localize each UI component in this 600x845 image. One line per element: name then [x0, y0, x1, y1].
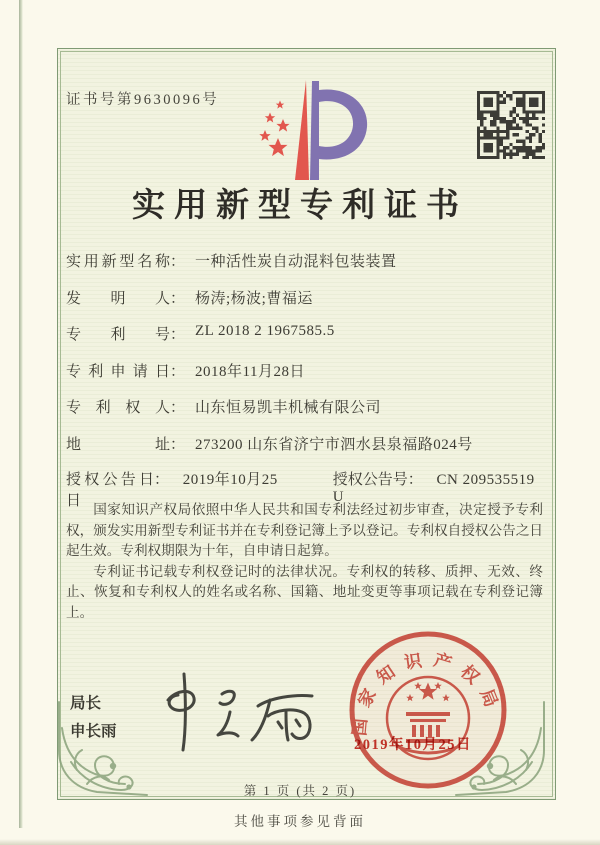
field-label: 地址: [66, 436, 170, 453]
field-row-patent-no: [66, 323, 544, 360]
field-label: 发明人: [66, 290, 170, 307]
field-row-inventors: [66, 287, 544, 324]
colon: ：: [170, 327, 186, 343]
colon: ：: [170, 363, 186, 380]
colon: ：: [407, 472, 423, 488]
field-row-address: [66, 433, 544, 470]
colon: ：: [170, 290, 186, 307]
grant-no-value: CN 209535519 U: [332, 472, 535, 505]
field-value: 杨涛;杨波;曹福运: [195, 290, 313, 307]
field-row-name: [66, 250, 544, 287]
back-note: 其他事项参见背面: [234, 814, 366, 829]
field-label: 授权公告号: [332, 472, 408, 488]
field-label: 实用新型名称: [66, 254, 170, 270]
seal-date: 2019年10月25日: [354, 737, 472, 753]
field-label: 授权公告日: [66, 472, 154, 488]
legal-paragraph-1: 国家知识产权局依照中华人民共和国专利法经过初步审查，决定授予专利权，颁发实用新型专利证书并在专利登记簿上予以登记。专利权自授权公告之日起生效。专利权期限为十年，自申请日起算。: [66, 502, 543, 559]
field-label: 专利号: [66, 327, 170, 343]
colon: ：: [170, 400, 186, 416]
page-number: 第 1 页 (共 2 页): [243, 784, 357, 798]
field-value: 273200 山东省济宁市泗水县泉福路024号: [195, 436, 473, 453]
field-label: 专利权人: [66, 400, 170, 416]
cnipa-patent-logo-icon: [250, 78, 374, 186]
director-name: 申长雨: [70, 723, 117, 740]
field-value: 2018年11月28日: [195, 363, 305, 380]
field-row-filing-date: [66, 360, 544, 397]
field-value: 一种活性炭自动混料包装装置: [195, 254, 397, 270]
field-list: [66, 250, 544, 469]
colon: ：: [170, 436, 186, 453]
scan-edge-shadow: [19, 0, 23, 828]
scan-bottom-shadow: [0, 839, 600, 845]
grant-date-value: 2019年10月25日: [66, 472, 278, 509]
certificate-number: 证书号第9630096号: [66, 92, 220, 108]
field-row-patentee: [66, 396, 544, 433]
field-label: 专利申请日: [66, 363, 170, 380]
legal-text: [66, 500, 543, 624]
qr-code-icon: [477, 91, 545, 159]
colon: ：: [170, 254, 186, 270]
official-seal-icon: [344, 626, 512, 794]
seal-ring-text: 国家知识产权局: [349, 648, 506, 737]
director-block: [70, 690, 117, 746]
certificate-title: 实用新型专利证书: [132, 188, 468, 224]
colon: ：: [154, 472, 170, 488]
director-signature-icon: [146, 660, 341, 758]
field-value: ZL 2018 2 1967585.5: [195, 323, 335, 339]
legal-paragraph-2: 专利证书记载专利权登记时的法律状况。专利权的转移、质押、无效、终止、恢复和专利权人的姓名或名称、国籍、地址变更等事项记载在专利登记簿上。: [66, 563, 543, 620]
director-title: 局长: [70, 695, 102, 712]
field-value: 山东恒易凯丰机械有限公司: [195, 400, 382, 416]
